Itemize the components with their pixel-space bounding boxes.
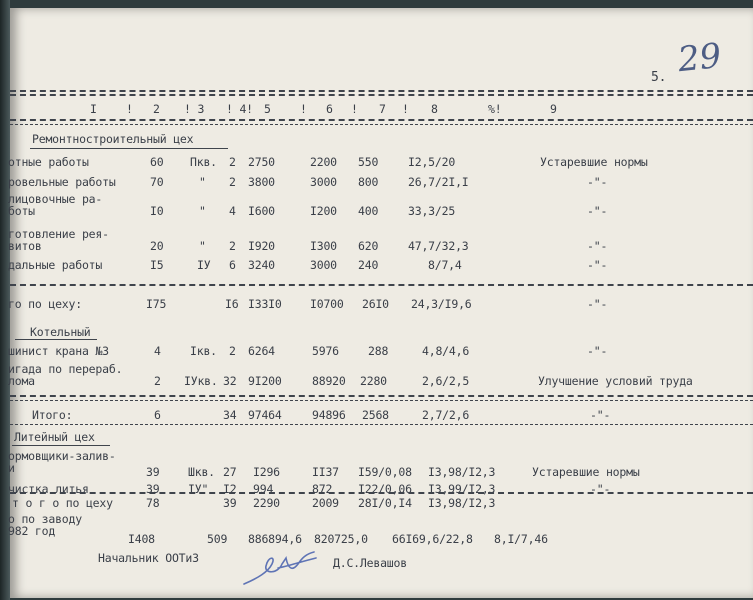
cell-c9: -"- (587, 239, 608, 253)
cell-c6: 88920 (312, 374, 346, 388)
cell-c5: I33I0 (248, 297, 282, 311)
plant-total-label: о по заводу (8, 512, 82, 526)
signature-title: Начальник ООТиЗ (98, 551, 199, 565)
cell-c5: 2290 (253, 496, 280, 510)
header-bottom-rule (10, 119, 753, 121)
cell-c4: 34 (223, 408, 237, 422)
header-col-3: ! 3 (184, 102, 205, 116)
cell-unit: IУ" (188, 482, 209, 496)
section-underline-foundry (12, 445, 110, 446)
header-sep-7: ! (402, 102, 409, 116)
cell-c5: 994 (253, 482, 274, 496)
cell-c4: I6 (225, 297, 239, 311)
cell-c7: 400 (358, 204, 379, 218)
header-bottom-rule-2 (10, 124, 753, 125)
row-name: ормовщики-залив- (8, 449, 116, 463)
row-name: ровельные работы (8, 175, 116, 189)
cell-c4: 6 (229, 258, 236, 272)
header-col-1: I (90, 102, 97, 116)
header-col-5: 5 (264, 102, 271, 116)
cell-c7: I22/0,06 (358, 482, 412, 496)
cell-c5: 6264 (248, 344, 275, 358)
section-title-foundry: Литейный цех (14, 430, 95, 444)
header-sep-5: ! (300, 102, 307, 116)
cell-c6: I0700 (310, 297, 344, 311)
cell-c8: 8,I/7,46 (494, 532, 548, 546)
cell-c8: 4,8/4,6 (422, 344, 470, 358)
cell-c2: 2 (154, 374, 161, 388)
cell-c8: 24,3/I9,6 (411, 297, 472, 311)
cell-c4: 2 (229, 175, 236, 189)
cell-c8: 8/7,4 (428, 258, 462, 272)
section-rule (10, 284, 753, 286)
header-col-8: 8 (431, 102, 438, 116)
cell-c7: 240 (358, 258, 379, 272)
section-rule (10, 424, 753, 425)
cell-c7: 28I/0,I4 (358, 496, 412, 510)
cell-c2: 20 (150, 239, 164, 253)
section-underline-repair (30, 148, 228, 149)
cell-c6: I200 (310, 204, 337, 218)
cell-c2: 78 (146, 496, 160, 510)
cell-c4: 2 (229, 239, 236, 253)
header-col-4: ! 4! (226, 102, 253, 116)
section-rule (10, 492, 753, 494)
cell-c8: I3,99/I2,3 (428, 482, 496, 496)
cell-c5: I296 (253, 465, 280, 479)
cell-unit: IУ (197, 258, 211, 272)
cell-c9: -"- (590, 482, 611, 496)
page-number: 5. (651, 70, 667, 85)
cell-c8: I2,5/20 (408, 155, 456, 169)
cell-c4: 39 (223, 496, 237, 510)
document-page (10, 8, 753, 598)
cell-c5: 3240 (248, 258, 275, 272)
cell-c6: I300 (310, 239, 337, 253)
header-col-6: 6 (326, 102, 333, 116)
cell-c7: 800 (358, 175, 379, 189)
row-name: отные работы (8, 155, 89, 169)
cell-c9: -"- (587, 204, 608, 218)
row-name-cont: боты (8, 204, 35, 218)
handwritten-signature (238, 544, 320, 590)
cell-c9: Устаревшие нормы (532, 465, 640, 479)
cell-c5: 97464 (248, 408, 282, 422)
cell-c9: -"- (590, 408, 611, 422)
row-name: игада по перераб. (8, 362, 123, 376)
section-title-boiler: Котельный (30, 325, 91, 339)
cell-c5: 2750 (248, 155, 275, 169)
cell-c5: 886894,6 (248, 532, 302, 546)
header-top-rule (10, 90, 753, 92)
cell-c2: I408 (128, 532, 155, 546)
total-label: го по цеху: (8, 297, 82, 311)
cell-c9: -"- (587, 175, 608, 189)
section-rule-2 (10, 400, 753, 401)
cell-c5: I920 (248, 239, 275, 253)
cell-c5: 9I200 (248, 374, 282, 388)
cell-unit: " (199, 175, 206, 189)
cell-c6: 872 (312, 482, 333, 496)
cell-unit: Пкв. (190, 155, 217, 169)
cell-c9: -"- (587, 297, 608, 311)
cell-c2: I75 (146, 297, 167, 311)
row-name: готовление рея- (8, 227, 109, 241)
cell-unit: " (199, 204, 206, 218)
cell-c4: 2 (229, 344, 236, 358)
section-underline-boiler (15, 339, 97, 340)
cell-c7: 550 (358, 155, 379, 169)
cell-c7: 2568 (362, 408, 389, 422)
header-top-rule-2 (10, 94, 753, 96)
cell-c4: 4 (229, 204, 236, 218)
cell-c6: 3000 (310, 175, 337, 189)
cell-c9: -"- (587, 258, 608, 272)
cell-unit: " (199, 239, 206, 253)
cell-c9: Устаревшие нормы (540, 155, 648, 169)
cell-c2: 4 (154, 344, 161, 358)
section-title-repair: Ремонтностроительный цех (32, 132, 194, 146)
cell-c9: Улучшение условий труда (538, 374, 693, 388)
cell-c2: 39 (146, 482, 160, 496)
cell-c2: 39 (146, 465, 160, 479)
cell-c7: 288 (368, 344, 389, 358)
cell-c7: 66I69,6/22,8 (392, 532, 473, 546)
cell-c4: 2 (229, 155, 236, 169)
total-label: Итого: (32, 408, 73, 422)
cell-c6: II37 (312, 465, 339, 479)
cell-c7: I59/0,08 (358, 465, 412, 479)
cell-c8: 47,7/32,3 (408, 239, 469, 253)
cell-c6: 2009 (312, 496, 339, 510)
cell-c2: 6 (154, 408, 161, 422)
cell-c2: 60 (150, 155, 164, 169)
cell-unit: Iкв. (190, 344, 217, 358)
cell-c5: I600 (248, 204, 275, 218)
header-col-8-percent: %! (488, 102, 502, 116)
cell-c2: I0 (150, 204, 164, 218)
total-label: т о г о по цеху (12, 496, 113, 510)
cell-c8: I3,98/I2,3 (428, 496, 496, 510)
cell-c8: 2,7/2,6 (422, 408, 470, 422)
row-name-cont: лома (8, 374, 35, 388)
row-name: шинист крана №3 (8, 344, 109, 358)
cell-unit: Шкв. (188, 465, 215, 479)
cell-c7: 2280 (360, 374, 387, 388)
cell-c6: 820725,0 (314, 532, 368, 546)
cell-c4: 509 (207, 532, 228, 546)
cell-c4: 32 (223, 374, 237, 388)
cell-c6: 2200 (310, 155, 337, 169)
cell-c9: -"- (587, 344, 608, 358)
cell-c4: I2 (223, 482, 237, 496)
row-name: чистка литья (8, 482, 89, 496)
cell-c2: 70 (150, 175, 164, 189)
header-sep-1: ! (126, 102, 133, 116)
cell-unit: IУкв. (184, 374, 218, 388)
cell-c2: I5 (150, 258, 164, 272)
header-sep-6: ! (351, 102, 358, 116)
row-name-cont: витов (8, 239, 42, 253)
cell-c6: 5976 (312, 344, 339, 358)
cell-c4: 27 (223, 465, 237, 479)
cell-c7: 620 (358, 239, 379, 253)
row-name: дальные работы (8, 258, 103, 272)
section-rule (10, 395, 753, 397)
plant-total-year: 982 год (8, 524, 56, 538)
cell-c8: I3,98/I2,3 (428, 465, 496, 479)
signatory-name: Д.С.Левашов (333, 556, 407, 570)
handwritten-page-number: 29 (676, 35, 724, 81)
cell-c8: 2,6/2,5 (422, 374, 470, 388)
cell-c7: 26I0 (362, 297, 389, 311)
cell-c8: 26,7/2I,I (408, 175, 469, 189)
row-name-cont: и (8, 461, 15, 475)
cell-c6: 94896 (312, 408, 346, 422)
cell-c8: 33,3/25 (408, 204, 456, 218)
header-col-2: 2 (153, 102, 160, 116)
header-col-9: 9 (550, 102, 557, 116)
cell-c5: 3800 (248, 175, 275, 189)
row-name: лицовочные ра- (8, 192, 103, 206)
header-col-7: 7 (379, 102, 386, 116)
cell-c6: 3000 (310, 258, 337, 272)
